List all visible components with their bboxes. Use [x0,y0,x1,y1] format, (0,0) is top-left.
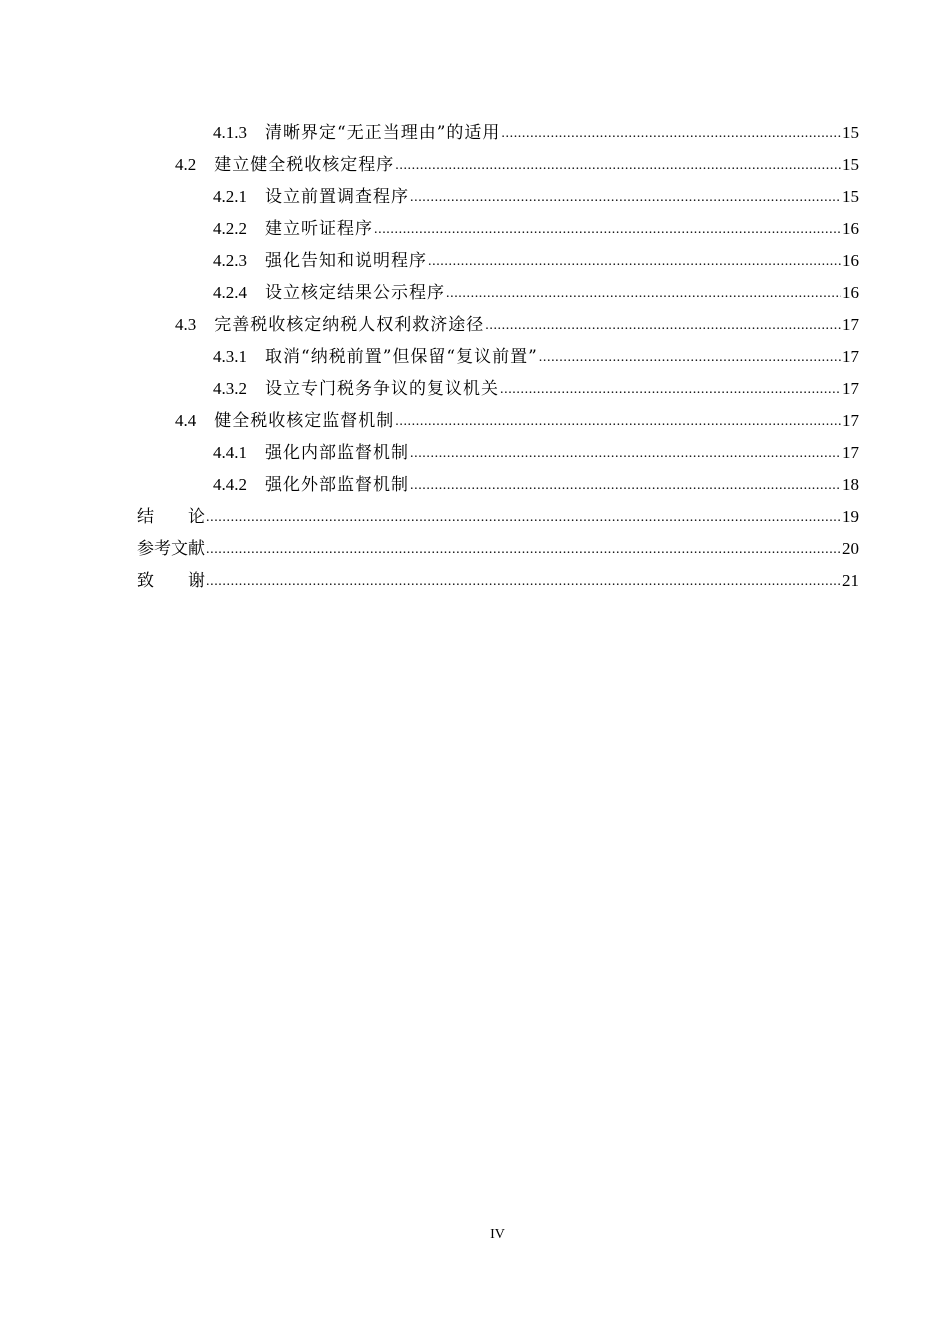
toc-dot-leader [374,222,841,238]
toc-entry-number: 4.3.1 [213,346,247,366]
toc-entry-4-2-2[interactable] [0,210,950,242]
toc-entry-page: 17 [842,346,859,366]
toc-entry-number: 4.3.2 [213,378,247,398]
toc-entry-title: 设立专门税务争议的复议机关 [265,378,499,399]
toc-entry-page: 15 [842,154,859,174]
toc-dot-leader [410,446,841,462]
toc-entry-title: 清晰界定“无正当理由”的适用 [265,122,501,143]
toc-entry-page: 16 [842,218,859,238]
toc-entry-title: 结 论 [137,506,205,527]
toc-entry-4-2-4[interactable] [0,274,950,306]
toc-entry-title: 强化内部监督机制 [265,442,409,463]
toc-entry-page: 16 [842,250,859,270]
toc-entry-title: 强化外部监督机制 [265,474,409,495]
toc-entry-conclusion[interactable] [0,498,950,530]
toc-dot-leader [446,286,841,302]
toc-entry-4-2[interactable] [0,146,950,178]
toc-entry-number: 4.2.2 [213,218,247,238]
toc-entry-title: 健全税收核定监督机制 [214,410,395,431]
toc-entry-number: 4.2.1 [213,186,247,206]
toc-dot-leader [410,478,841,494]
toc-entry-page: 16 [842,282,859,302]
page-number: IV [490,1227,505,1242]
toc-entry-number: 4.1.3 [213,122,247,142]
toc-entry-number: 4.3 [175,314,197,334]
toc-entry-4-4-2[interactable] [0,466,950,498]
toc-entry-page: 19 [842,506,859,526]
toc-entry-4-1-3[interactable] [0,114,950,146]
toc-dot-leader [485,318,841,334]
toc-dot-leader [206,542,841,558]
toc-entry-number: 4.2.3 [213,250,247,270]
toc-entry-title: 建立健全税收核定程序 [214,154,395,175]
toc-dot-leader [206,510,841,526]
toc-dot-leader [410,190,841,206]
toc-entry-page: 17 [842,410,859,430]
toc-entry-page: 21 [842,570,859,590]
toc-entry-acknowledgements[interactable] [0,562,950,594]
toc-entry-number: 4.4.1 [213,442,247,462]
toc-entry-title: 设立核定结果公示程序 [265,282,445,303]
toc-entry-number: 4.4 [175,410,197,430]
toc-entry-title: 完善税收核定纳税人权利救济途径 [214,314,485,335]
toc-entry-references[interactable] [0,530,950,562]
toc-entry-title: 参考文献 [137,538,205,559]
toc-dot-leader [500,382,841,398]
toc-entry-page: 15 [842,186,859,206]
toc-dot-leader [206,574,841,590]
toc-entry-page: 17 [842,442,859,462]
toc-entry-4-3-1[interactable] [0,338,950,370]
toc-entry-number: 4.4.2 [213,474,247,494]
toc-dot-leader [539,350,841,366]
toc-entry-title: 强化告知和说明程序 [265,250,427,271]
toc-dot-leader [501,126,841,142]
toc-dot-leader [428,254,841,270]
toc-entry-4-3[interactable] [0,306,950,338]
table-of-contents [0,114,950,594]
toc-entry-page: 18 [842,474,859,494]
toc-dot-leader [395,158,841,174]
toc-entry-page: 15 [842,122,859,142]
toc-entry-4-4-1[interactable] [0,434,950,466]
toc-entry-title: 致 谢 [137,570,205,591]
toc-entry-page: 17 [842,314,859,334]
toc-entry-number: 4.2 [175,154,197,174]
toc-entry-4-4[interactable] [0,402,950,434]
toc-entry-title: 取消“纳税前置”但保留“复议前置” [265,346,538,367]
toc-entry-number: 4.2.4 [213,282,247,302]
toc-entry-page: 20 [842,538,859,558]
toc-entry-4-3-2[interactable] [0,370,950,402]
toc-entry-4-2-1[interactable] [0,178,950,210]
toc-entry-title: 设立前置调查程序 [265,186,409,207]
toc-entry-4-2-3[interactable] [0,242,950,274]
toc-entry-title: 建立听证程序 [265,218,373,239]
toc-dot-leader [395,414,841,430]
toc-entry-page: 17 [842,378,859,398]
